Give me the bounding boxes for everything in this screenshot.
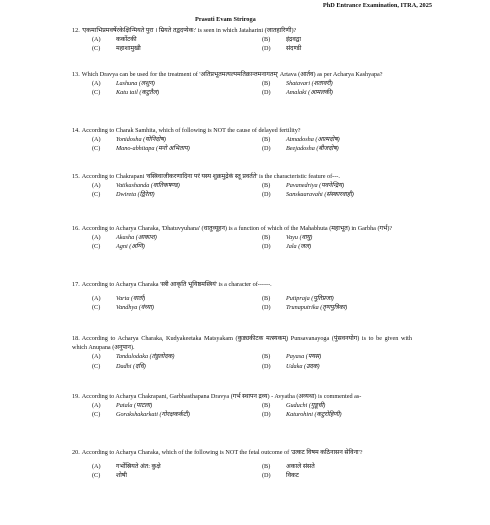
question-text: Which Dravya can be used for the treatment of 'अतिप्रभूतमत्यल्पमतिक्रान्तमनागतम्' Artava (आर्तव) as per Acharya Kashyapa?	[81, 71, 383, 78]
option-d: (D) Beejadosha (बीजदोष)	[262, 145, 339, 153]
question-20	[72, 448, 412, 481]
option-c: (C) Mano-abhitapa (मनो अभिताप)	[92, 145, 190, 153]
option-c: (C) महाशामुखी	[92, 45, 141, 53]
option-d: (D) Udaka (उदक)	[262, 362, 320, 370]
question-number: 16.	[72, 225, 80, 232]
option-c: (C) Vandhya (वंध्या)	[92, 304, 154, 312]
question-12	[72, 26, 412, 54]
option-d: (D) Sanskaaravahi (संस्कारवाही)	[262, 191, 354, 199]
subject-title: Prasuti Evam Striroga	[195, 16, 256, 23]
option-b: (B) Guduchi (गुडूची)	[262, 402, 326, 410]
option-b: (B) Atmadosha (आत्मदोष)	[262, 136, 340, 144]
question-number: 14.	[72, 127, 80, 134]
option-b: (B) Vayu (वायु)	[262, 234, 313, 242]
option-a: (A) Varta (वार्ता)	[92, 295, 146, 303]
question-text: According to Acharya Charaka, 'Dhatuvyuhana' (धातुव्यूहन) is a function of which of the Mahabhuta (महाभूत) in Garbha (गर्भ)?	[81, 225, 393, 232]
question-number: 12.	[72, 27, 80, 34]
option-d: (D) Amalaki (आमलकी)	[262, 89, 333, 97]
option-a: (A) Vatikashanda (वातिकषण्ड)	[92, 182, 180, 190]
options	[92, 135, 412, 153]
option-a: (A) Yonidosha (योनिदोष)	[92, 136, 166, 144]
option-b: (B) Shatavari (शतावरी)	[262, 80, 333, 88]
options	[92, 35, 412, 53]
option-a: (A) Patala (पाटला)	[92, 402, 153, 410]
option-c: (C) Agni (अग्नि)	[92, 243, 145, 251]
question-number: 20.	[72, 449, 80, 456]
option-d: (D) विकट	[262, 472, 299, 480]
options	[92, 233, 412, 251]
question-text: According to Acharya Chakrapani, Garbhasthapana Dravya (गर्भ स्थापन द्रव्य) - Avyatha (अव्यथा) is commented as-	[81, 393, 362, 400]
option-d: (D) Trunaputrika (तृणपुत्रिका)	[262, 304, 348, 312]
question-14	[72, 126, 412, 154]
question-text: According to Acharya Charaka, which of the following is NOT the fetal outcome of 'उत्कट विषम कठिनासन सेविना'?	[81, 449, 363, 456]
option-c: (C) Dadhi (दधि)	[92, 362, 146, 370]
option-a: (A) गर्भोस्रियते अंत: कुक्षे	[92, 463, 161, 471]
option-b: (B) Pavanedriya (पवनेन्द्रिय)	[262, 182, 345, 190]
option-c: (C) Gorakshakarkati (गोरक्षकर्कटी)	[92, 411, 190, 419]
question-18	[72, 334, 412, 371]
options	[92, 181, 412, 199]
question-16	[72, 224, 412, 252]
question-19	[72, 392, 412, 420]
option-c: (C) Dwireta (द्विरेता)	[92, 191, 155, 199]
option-c: (C) Katu tail (कटुतैल)	[92, 89, 160, 97]
question-text: According to Charak Samhita, which of following is NOT the cause of delayed fertility?	[81, 127, 301, 134]
option-d: (D) संदण्डी	[262, 45, 302, 53]
option-b: (B) अकाले संसते	[262, 463, 315, 471]
option-a: (A) Akasha (आकाश)	[92, 234, 157, 242]
option-b: (B) Payasa (पयस)	[262, 353, 322, 361]
options	[92, 79, 412, 97]
options	[92, 352, 412, 370]
question-number: 17.	[72, 281, 80, 288]
option-b: (B) इंद्रवद्वा	[262, 36, 301, 44]
option-b: (B) Putipraja (पूतिप्रजा)	[262, 295, 334, 303]
option-d: (D) Jala (जल)	[262, 243, 312, 251]
question-number: 15.	[72, 173, 80, 180]
option-a: (A) Tandulodaka (तंडुलोदक)	[92, 353, 175, 361]
option-d: (D) Katurohini (कटुरोहिणी)	[262, 411, 342, 419]
question-15	[72, 172, 412, 200]
options	[92, 462, 412, 480]
question-number: 18.	[72, 335, 80, 342]
question-13	[72, 70, 412, 98]
exam-title: PhD Entrance Examination, ITRA, 2025	[322, 2, 432, 9]
question-number: 19.	[72, 393, 80, 400]
option-a: (A) कर्कोटकी	[92, 36, 137, 44]
option-a: (A) Lashuna (लशुन)	[92, 80, 155, 88]
question-text: According to Acharya Charaka 'स्त्री आकृति भूयिष्ठमस्त्रियं' is a character of------.	[81, 281, 272, 288]
question-17	[72, 280, 412, 313]
question-text: 'एकमाभिप्रमवर्षेरकेक्षिन्मियते पुरा । म्रियते तद्वदप्येक:' is seen in which Jataharini (जातहारिणी)?	[81, 27, 297, 34]
question-number: 13.	[72, 71, 80, 78]
options	[92, 294, 412, 312]
options	[92, 401, 412, 419]
question-text: According to Acharya Charaka, Kudyakeetaka Matsyakam (कुड्यकीटक मत्स्यकम्) Punsavanayoga (पुंसवनयोग) is to be given with which Anupana (अनुपान).	[72, 335, 412, 352]
question-text: According to Chakrapani 'वस्त्रिवाजीकरणादिना परं यस्य शुक्रमुद्रेकं स्तू प्रवर्तते' is the characteristic feature of---.	[81, 173, 340, 180]
option-c: (C) शोषी	[92, 472, 127, 480]
